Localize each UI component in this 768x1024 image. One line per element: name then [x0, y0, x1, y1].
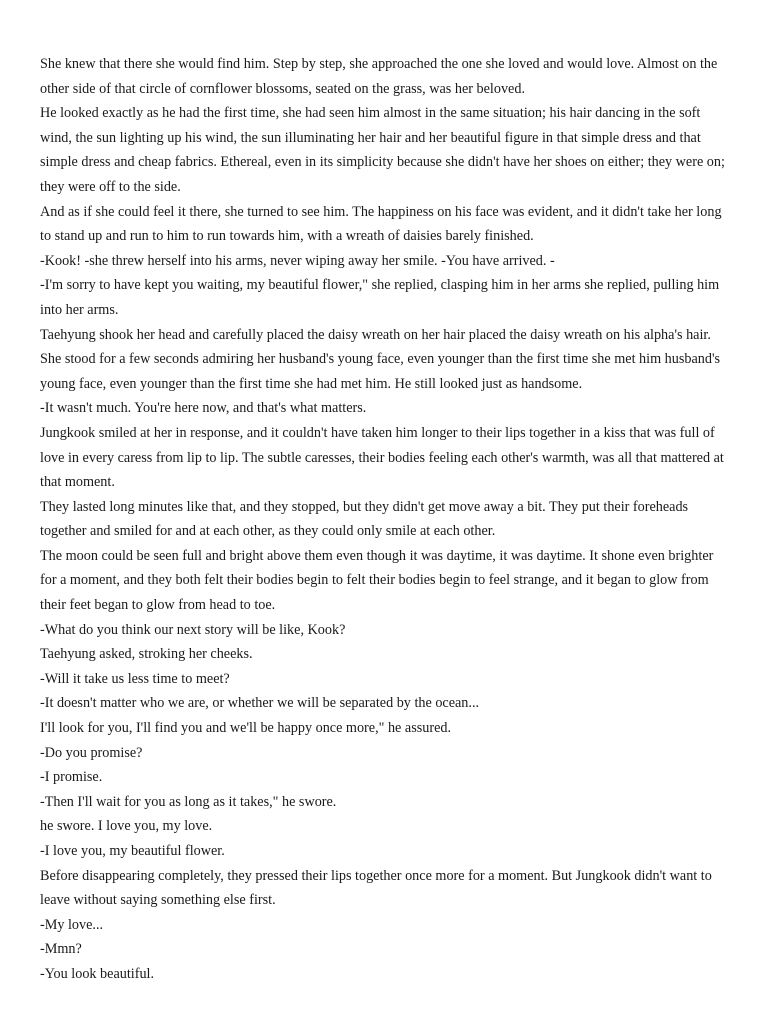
paragraph-20: -I love you, my beautiful flower.	[40, 843, 225, 859]
paragraph-17: -I promise.	[40, 769, 103, 786]
paragraph-23: -Mmn?	[40, 941, 82, 958]
paragraph-5: -I'm sorry to have kept you waiting, my beautiful flower," she replied, clasping him in her arms she replied, pulling him into her arms.	[40, 277, 720, 318]
paragraph-6: Taehyung shook her head and carefully placed the daisy wreath on her hair placed the daisy wreath on his alpha's hair. She stood for a few seconds admiring her husband's young face, even younger than the first time she met him husband's young face, even younger than the first time she had met him. He still looked just as handsome.	[40, 326, 721, 392]
paragraph-3: And as if she could feel it there, she turned to see him. The happiness on his face was evident, and it didn't take her long to stand up and run to him to run towards him, with a wreath of daisies barely finished.	[40, 203, 722, 245]
paragraph-9: They lasted long minutes like that, and they stopped, but they didn't get move away a bit. They put their foreheads together and smiled for and at each other, as they could only smile at each other.	[40, 498, 689, 540]
paragraph-4: -Kook! -she threw herself into his arms, never wiping away her smile. -You have arrived. -	[40, 252, 555, 269]
paragraph-12: Taehyung asked, stroking her cheeks.	[40, 646, 253, 663]
paragraph-22: -My love...	[40, 916, 104, 933]
paragraph-1: She knew that there she would find him. Step by step, she approached the one she loved and would love. Almost on the other side of that circle of cornflower blossoms, seated on the grass, was her beloved.	[40, 56, 718, 97]
paragraph-8: Jungkook smiled at her in response, and it couldn't have taken him longer to their lips together in a kiss that was full of love in every caress from lip to lip. The subtle caresses, their bodies feeling each other's warmth, was all that mattered at that moment.	[40, 424, 724, 491]
paragraph-15: I'll look for you, I'll find you and we'll be happy once more," he assured.	[40, 720, 452, 737]
paragraph-18: -Then I'll wait for you as long as it takes," he swore.	[40, 793, 337, 810]
paragraph-10: The moon could be seen full and bright above them even though it was daytime, it was daytime. It shone even brighter for a moment, and they both felt their bodies begin to felt their bodies begin to feel strange, and it began to glow from their feet began to glow from head to toe.	[40, 547, 714, 614]
paragraph-24: -You look beautiful.	[40, 965, 155, 982]
paragraph-21: Before disappearing completely, they pressed their lips together once more for a moment. But Jungkook didn't want to leave without saying something else first.	[40, 867, 712, 909]
paragraph-7: -It wasn't much. You're here now, and that's what matters.	[40, 400, 367, 417]
paragraph-19: he swore. I love you, my love.	[40, 818, 213, 835]
paragraph-2: He looked exactly as he had the first time, she had seen him almost in the same situation; his hair dancing in the soft wind, the sun lighting up his wind, the sun illuminating her hair and her beautiful figure in that simple dress and that simple dress and cheap fabrics. Ethereal, even in its simplicity because she didn't have her shoes on either; they were on; they were off to the side.	[40, 105, 725, 195]
paragraph-11: -What do you think our next story will be like, Kook?	[40, 621, 346, 638]
document-body	[40, 52, 730, 987]
paragraph-13: -Will it take us less time to meet?	[40, 670, 230, 687]
paragraph-16: -Do you promise?	[40, 744, 143, 761]
paragraph-14: -It doesn't matter who we are, or whether we will be separated by the ocean...	[40, 695, 480, 712]
